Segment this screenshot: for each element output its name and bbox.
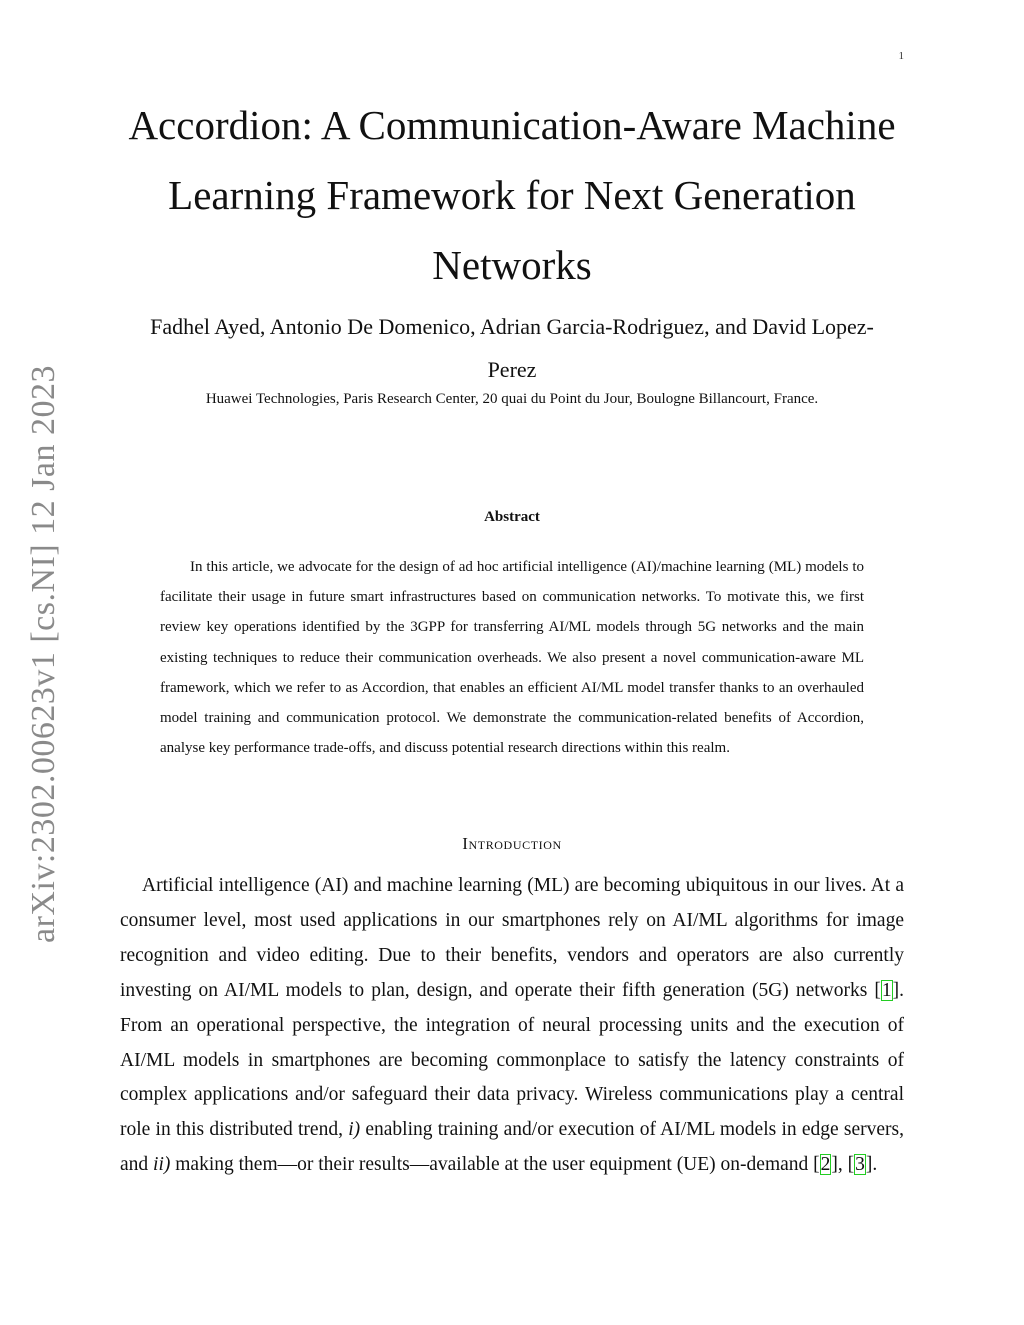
enumeration-marker-1: i) [348, 1119, 361, 1141]
introduction-paragraph [120, 869, 904, 1183]
intro-text-part-3: enabling training and/or execution of AI/ML models in edge servers, and [120, 1119, 904, 1176]
enumeration-marker-2: ii) [153, 1154, 171, 1176]
paper-title: Accordion: A Communication-Aware Machine Learning Framework for Next Generation Networks [128, 102, 896, 288]
page-number: 1 [898, 50, 904, 62]
author-list: Fadhel Ayed, Antonio De Domenico, Adrian Garcia-Rodriguez, and David Lopez-Perez [150, 314, 874, 382]
intro-text-part-6: ]. [865, 1154, 878, 1176]
intro-text-part-1: Artificial intelligence (AI) and machine learning (ML) are becoming ubiquitous in our lives. At a consumer level, most used applications in our smartphones rely on AI/ML algorithms for image recognition and video editing. Due to their benefits, vendors and operators are also currently investing on AI/ML models to plan, design, and operate their fifth generation (5G) networks [ [120, 875, 904, 1001]
intro-text-part-5: ], [ [831, 1154, 855, 1176]
affiliation: Huawei Technologies, Paris Research Center, 20 quai du Point du Jour, Boulogne Billancourt, France. [205, 391, 819, 407]
citation-link-3[interactable]: 3 [855, 1154, 865, 1176]
abstract-text: In this article, we advocate for the design of ad hoc artificial intelligence (AI)/machine learning (ML) models to facilitate their usage in future smart infrastructures based on communication networks. To motivate this, we first review key operations identified by the 3GPP for transferring AI/ML models through 5G networks and the main existing techniques to reduce their communication overheads. We also present a novel communication-aware ML framework, which we refer to as Accordion, that enables an efficient AI/ML model transfer thanks to an overhauled model training and communication protocol. We demonstrate the communication-related benefits of Accordion, analyse key performance trade-offs, and discuss potential research directions within this realm. [160, 559, 864, 757]
arxiv-identifier-watermark: arXiv:2302.00623v1 [cs.NI] 12 Jan 2023 [25, 364, 62, 944]
introduction-heading: Introduction [462, 834, 562, 853]
citation-link-1[interactable]: 1 [881, 979, 892, 1001]
intro-text-part-2: ]. From an operational perspective, the integration of neural processing units and the execution of AI/ML models in smartphones are becoming commonplace to satisfy the latency constraints of complex applications and/or safeguard their data privacy. Wireless communications play a central role in this distributed trend, [120, 979, 904, 1141]
citation-link-2[interactable]: 2 [820, 1154, 831, 1176]
intro-text-part-4: making them—or their results—available at the user equipment (UE) on-demand [ [170, 1154, 820, 1176]
abstract-heading: Abstract [484, 509, 540, 525]
